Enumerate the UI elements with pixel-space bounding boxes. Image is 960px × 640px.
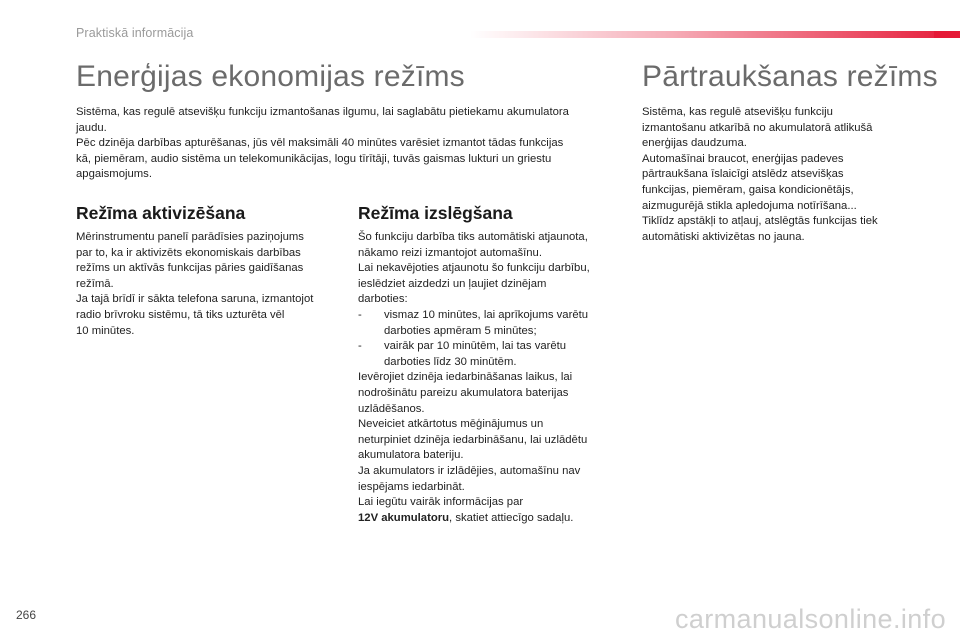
page-number: 266 xyxy=(16,608,37,622)
text-line: automātiski aktivizētas no jauna. xyxy=(642,230,805,243)
text-line: Tiklīdz apstākļi to atļauj, atslēgtās funkcijas tiek xyxy=(642,215,878,228)
page-title: Enerģijas ekonomijas režīms xyxy=(76,60,465,93)
text-line: Pēc dzinēja darbības apturēšanas, jūs vēl maksimāli 40 minūtes varēsiet izmantot tādas funkcijas xyxy=(76,137,564,150)
text-line: Ja tajā brīdī ir sākta telefona saruna, izmantojot xyxy=(76,293,314,306)
text-line: ieslēdziet aizdedzi un ļaujiet dzinējam xyxy=(358,277,547,290)
text-line: Šo funkciju darbība tiks automātiski atjaunota, xyxy=(358,231,588,243)
text-line: aizmugurējā stikla apledojuma notīrīšana... xyxy=(642,199,857,212)
bullet-item xyxy=(358,339,590,355)
header-accent-bar xyxy=(470,31,960,38)
interruption-paragraph xyxy=(642,105,878,245)
text-line: Lai nekavējoties atjaunotu šo funkciju darbību, xyxy=(358,262,590,275)
watermark: carmanualsonline.info xyxy=(674,604,946,634)
reference-line xyxy=(358,511,590,527)
text-line: funkcijas, piemēram, gaisa kondicionētājs, xyxy=(642,183,854,196)
text-line: nākamo reizi izmantojot automašīnu. xyxy=(358,246,542,259)
text-line: 10 minūtes. xyxy=(76,324,135,337)
bullet-text: vairāk par 10 minūtēm, lai tas varētu xyxy=(384,340,567,353)
text-line: Lai iegūtu vairāk informācijas par xyxy=(358,496,524,509)
reference-rest: , skatiet attiecīgo sadaļu. xyxy=(449,511,574,524)
text-line: pārtraukšana īslaicīgi atslēdz atsevišķas xyxy=(642,168,844,181)
bullet-continuation: darboties līdz 30 minūtēm. xyxy=(384,355,517,368)
text-line: neturpiniet dzinēja iedarbināšanu, lai uzlādētu xyxy=(358,433,588,446)
deactivation-paragraph xyxy=(358,230,590,526)
text-line: par to, ka ir aktivizēts ekonomiskais darbības xyxy=(76,246,301,259)
text-line: izmantošanu atkarībā no akumulatorā atlikušā xyxy=(642,121,873,134)
text-line: Neveiciet atkārtotus mēģinājumus un xyxy=(358,418,544,431)
text-line: akumulatora bateriju. xyxy=(358,449,464,462)
text-line: Ja akumulators ir izlādējies, automašīnu nav xyxy=(358,464,581,477)
text-line: nodrošinātu pareizu akumulatora baterijas xyxy=(358,386,569,399)
text-line: apgaismojums. xyxy=(76,168,152,181)
text-line: Ievērojiet dzinēja iedarbināšanas laikus, lai xyxy=(358,371,573,384)
side-title: Pārtraukšanas režīms xyxy=(642,60,938,93)
bullet-text: vismaz 10 minūtes, lai aprīkojums varētu xyxy=(384,308,589,321)
reference-bold: 12V akumulatoru xyxy=(358,511,450,524)
bullet-dash: - xyxy=(358,308,362,321)
bullet-item xyxy=(358,308,590,324)
text-line: režīms un aktīvās funkcijas pāries gaidīšanas xyxy=(76,262,304,275)
text-line: Sistēma, kas regulē atsevišķu funkciju xyxy=(642,106,833,118)
text-line: kā, piemēram, audio sistēma un telekomunikācijas, logu tīrītāji, tuvās gaismas lukturi un griestu xyxy=(76,152,552,165)
text-line: Automašīnai braucot, enerģijas padeves xyxy=(642,152,844,165)
deactivation-heading: Režīma izslēgšana xyxy=(358,203,513,223)
text-line: enerģijas daudzuma. xyxy=(642,137,747,150)
intro-paragraph xyxy=(76,105,569,183)
text-line: Mērinstrumentu panelī parādīsies paziņojums xyxy=(76,231,304,243)
activation-paragraph xyxy=(76,230,313,339)
text-line: darboties: xyxy=(358,293,408,306)
text-line: uzlādēšanos. xyxy=(358,402,425,415)
text-line: Sistēma, kas regulē atsevišķu funkciju izmantošanas ilgumu, lai saglabātu pietiekamu akumulatora xyxy=(76,106,569,118)
text-line: iespējams iedarbināt. xyxy=(358,480,465,493)
bullet-dash: - xyxy=(358,340,362,353)
text-line: radio brīvroku sistēmu, tā tiks uzturēta vēl xyxy=(76,308,285,321)
bullet-continuation: darboties apmēram 5 minūtes; xyxy=(384,324,537,337)
activation-heading: Režīma aktivizēšana xyxy=(76,203,246,223)
text-line: režīmā. xyxy=(76,277,114,290)
text-line: jaudu. xyxy=(76,121,107,134)
section-label: Praktiskā informācija xyxy=(76,26,194,40)
